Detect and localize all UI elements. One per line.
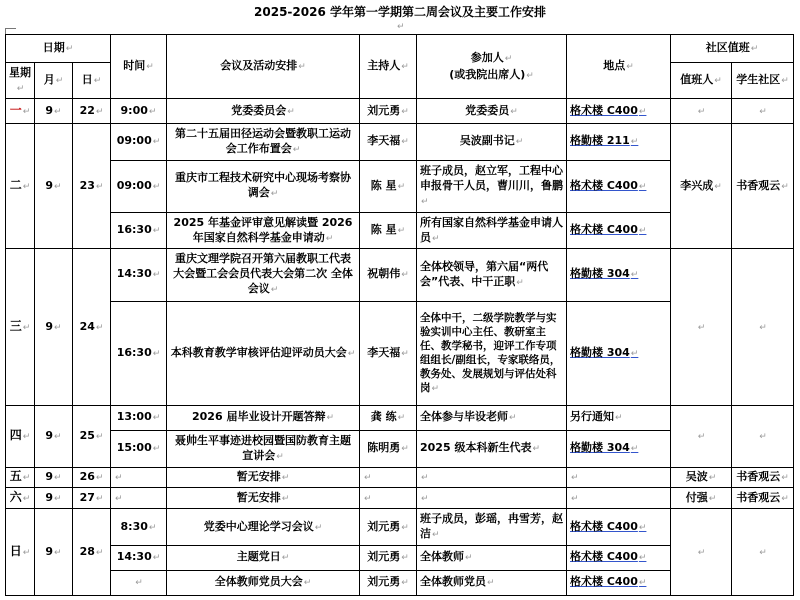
participants-cell: 全体教师 ↵	[417, 545, 567, 570]
duty-person-cell	[671, 249, 732, 406]
activity-cell: 暂无安排 ↵	[167, 488, 360, 509]
header-activity: 会议及活动安排 ↵	[167, 35, 360, 99]
time-cell: 14:30 ↵	[111, 249, 167, 301]
activity-cell: 第二十五届田径运动会暨教职工运动会工作布置会 ↵	[167, 124, 360, 161]
weekday-cell: 三 ↵	[6, 249, 35, 406]
table-row	[6, 488, 794, 509]
weekday-cell: 四 ↵	[6, 405, 35, 467]
participants-cell	[417, 488, 567, 509]
host-cell: 陈 星 ↵	[360, 212, 417, 249]
header-month: 月 ↵	[35, 63, 73, 99]
community-cell: 书香观云 ↵	[732, 488, 794, 509]
table-row	[6, 405, 794, 430]
day-cell: 24 ↵	[73, 249, 111, 406]
time-cell	[111, 467, 167, 488]
day-cell: 23 ↵	[73, 124, 111, 249]
header-duty-person: 值班人 ↵	[671, 63, 732, 99]
day-cell: 22 ↵	[73, 99, 111, 124]
location-cell: 格勤楼 211 ↵	[567, 124, 671, 161]
location-cell: 格术楼 C400 ↵	[567, 545, 671, 570]
month-cell: 9 ↵	[35, 405, 73, 467]
participants-cell: 吴波副书记 ↵	[417, 124, 567, 161]
host-cell: 陈明勇 ↵	[360, 430, 417, 467]
location-cell	[567, 467, 671, 488]
weekday-cell: 六 ↵	[6, 488, 35, 509]
host-cell	[360, 488, 417, 509]
header-date: 日期 ↵	[6, 35, 111, 63]
time-cell	[111, 570, 167, 595]
month-cell: 9 ↵	[35, 509, 73, 596]
month-cell: 9 ↵	[35, 467, 73, 488]
location-cell: 另行通知 ↵	[567, 405, 671, 430]
host-cell: 刘元勇 ↵	[360, 545, 417, 570]
time-cell: 13:00 ↵	[111, 405, 167, 430]
header-weekday: 星期 ↵	[6, 63, 35, 99]
weekday-cell: 五 ↵	[6, 467, 35, 488]
day-cell: 26 ↵	[73, 467, 111, 488]
participants-cell: 全体中干，二级学院教学与实验实训中心主任、教研室主任、教学秘书，迎评工作专项组组长/副组长，专家联络员，教务处、发展规划与评估处科岗 ↵	[417, 301, 567, 405]
header-host: 主持人 ↵	[360, 35, 417, 99]
location-cell: 格术楼 C400 ↵	[567, 99, 671, 124]
time-cell: 15:00 ↵	[111, 430, 167, 467]
host-cell	[360, 467, 417, 488]
participants-cell: 2025 级本科新生代表 ↵	[417, 430, 567, 467]
day-cell: 25 ↵	[73, 405, 111, 467]
month-cell: 9 ↵	[35, 488, 73, 509]
header-location: 地点 ↵	[567, 35, 671, 99]
weekday-cell: 一 ↵	[6, 99, 35, 124]
location-cell	[567, 488, 671, 509]
time-cell: 09:00 ↵	[111, 160, 167, 212]
location-cell: 格术楼 C400 ↵	[567, 160, 671, 212]
time-cell: 14:30 ↵	[111, 545, 167, 570]
host-cell: 李天福 ↵	[360, 124, 417, 161]
duty-person-cell: 李兴成 ↵	[671, 124, 732, 249]
activity-cell: 暂无安排 ↵	[167, 467, 360, 488]
participants-cell: 全体教师党员 ↵	[417, 570, 567, 595]
community-cell	[732, 509, 794, 596]
header-participants-line2: (或我院出席人) ↵	[420, 67, 563, 84]
location-cell: 格勤楼 304 ↵	[567, 430, 671, 467]
activity-cell: 重庆市工程技术研究中心现场考察协调会 ↵	[167, 160, 360, 212]
activity-cell: 党委委员会 ↵	[167, 99, 360, 124]
participants-cell: 全体参与毕设老师 ↵	[417, 405, 567, 430]
activity-cell: 2025 年基金评审意见解读暨 2026 年国家自然科学基金申请动 ↵	[167, 212, 360, 249]
day-cell: 27 ↵	[73, 488, 111, 509]
duty-person-cell	[671, 509, 732, 596]
header-student-community: 学生社区 ↵	[732, 63, 794, 99]
community-cell: 书香观云 ↵	[732, 467, 794, 488]
host-cell: 刘元勇 ↵	[360, 99, 417, 124]
participants-cell: 所有国家自然科学基金申请人员 ↵	[417, 212, 567, 249]
host-cell: 祝朝伟 ↵	[360, 249, 417, 301]
header-participants	[417, 35, 567, 99]
participants-cell: 党委委员 ↵	[417, 99, 567, 124]
page-title: 2025-2026 学年第一学期第二周会议及主要工作安排	[254, 5, 546, 19]
participants-cell: 班子成员，赵立军，工程中心申报骨干人员，曹川川，鲁鹏 ↵	[417, 160, 567, 212]
header-duty: 社区值班 ↵	[671, 35, 794, 63]
weekday-cell: 二 ↵	[6, 124, 35, 249]
location-cell: 格术楼 C400 ↵	[567, 212, 671, 249]
time-cell	[111, 488, 167, 509]
activity-cell: 重庆文理学院召开第六届教职工代表大会暨工会会员代表大会第二次 全体会议 ↵	[167, 249, 360, 301]
duty-person-cell	[671, 405, 732, 467]
header-participants-line1: 参加人 ↵	[420, 50, 563, 67]
participants-cell: 班子成员，彭瑶，冉雪芳，赵洁 ↵	[417, 509, 567, 546]
community-cell	[732, 405, 794, 467]
day-cell: 28 ↵	[73, 509, 111, 596]
community-cell: 书香观云 ↵	[732, 124, 794, 249]
time-cell: 16:30 ↵	[111, 301, 167, 405]
time-cell: 9:00 ↵	[111, 99, 167, 124]
community-cell	[732, 99, 794, 124]
paragraph-mark: ↵	[397, 22, 405, 32]
participants-cell	[417, 467, 567, 488]
host-cell: 刘元勇 ↵	[360, 570, 417, 595]
table-row	[6, 99, 794, 124]
duty-person-cell: 付强 ↵	[671, 488, 732, 509]
table-row	[6, 467, 794, 488]
month-cell: 9 ↵	[35, 249, 73, 406]
location-cell: 格术楼 C400 ↵	[567, 509, 671, 546]
location-cell: 格术楼 C400 ↵	[567, 570, 671, 595]
time-cell: 16:30 ↵	[111, 212, 167, 249]
month-cell: 9 ↵	[35, 124, 73, 249]
table-row	[6, 124, 794, 161]
header-day: 日 ↵	[73, 63, 111, 99]
table-row	[6, 249, 794, 301]
schedule-table	[5, 34, 794, 596]
time-cell: 8:30 ↵	[111, 509, 167, 546]
host-cell: 李天福 ↵	[360, 301, 417, 405]
location-cell: 格勤楼 304 ↵	[567, 249, 671, 301]
header-time: 时间 ↵	[111, 35, 167, 99]
community-cell	[732, 249, 794, 406]
time-cell: 09:00 ↵	[111, 124, 167, 161]
host-cell: 刘元勇 ↵	[360, 509, 417, 546]
activity-cell: 全体教师党员大会 ↵	[167, 570, 360, 595]
participants-cell: 全体校领导，第六届“两代会”代表、中干正职 ↵	[417, 249, 567, 301]
location-cell: 格勤楼 304 ↵	[567, 301, 671, 405]
activity-cell: 聂帅生平事迹进校园暨国防教育主题宣讲会 ↵	[167, 430, 360, 467]
duty-person-cell: 吴波 ↵	[671, 467, 732, 488]
duty-person-cell	[671, 99, 732, 124]
activity-cell: 主题党日 ↵	[167, 545, 360, 570]
activity-cell: 本科教育教学审核评估迎评动员大会 ↵	[167, 301, 360, 405]
host-cell: 陈 星 ↵	[360, 160, 417, 212]
weekday-cell: 日 ↵	[6, 509, 35, 596]
host-cell: 龚 练 ↵	[360, 405, 417, 430]
activity-cell: 党委中心理论学习会议 ↵	[167, 509, 360, 546]
table-row	[6, 509, 794, 546]
month-cell: 9 ↵	[35, 99, 73, 124]
activity-cell: 2026 届毕业设计开题答辩 ↵	[167, 405, 360, 430]
